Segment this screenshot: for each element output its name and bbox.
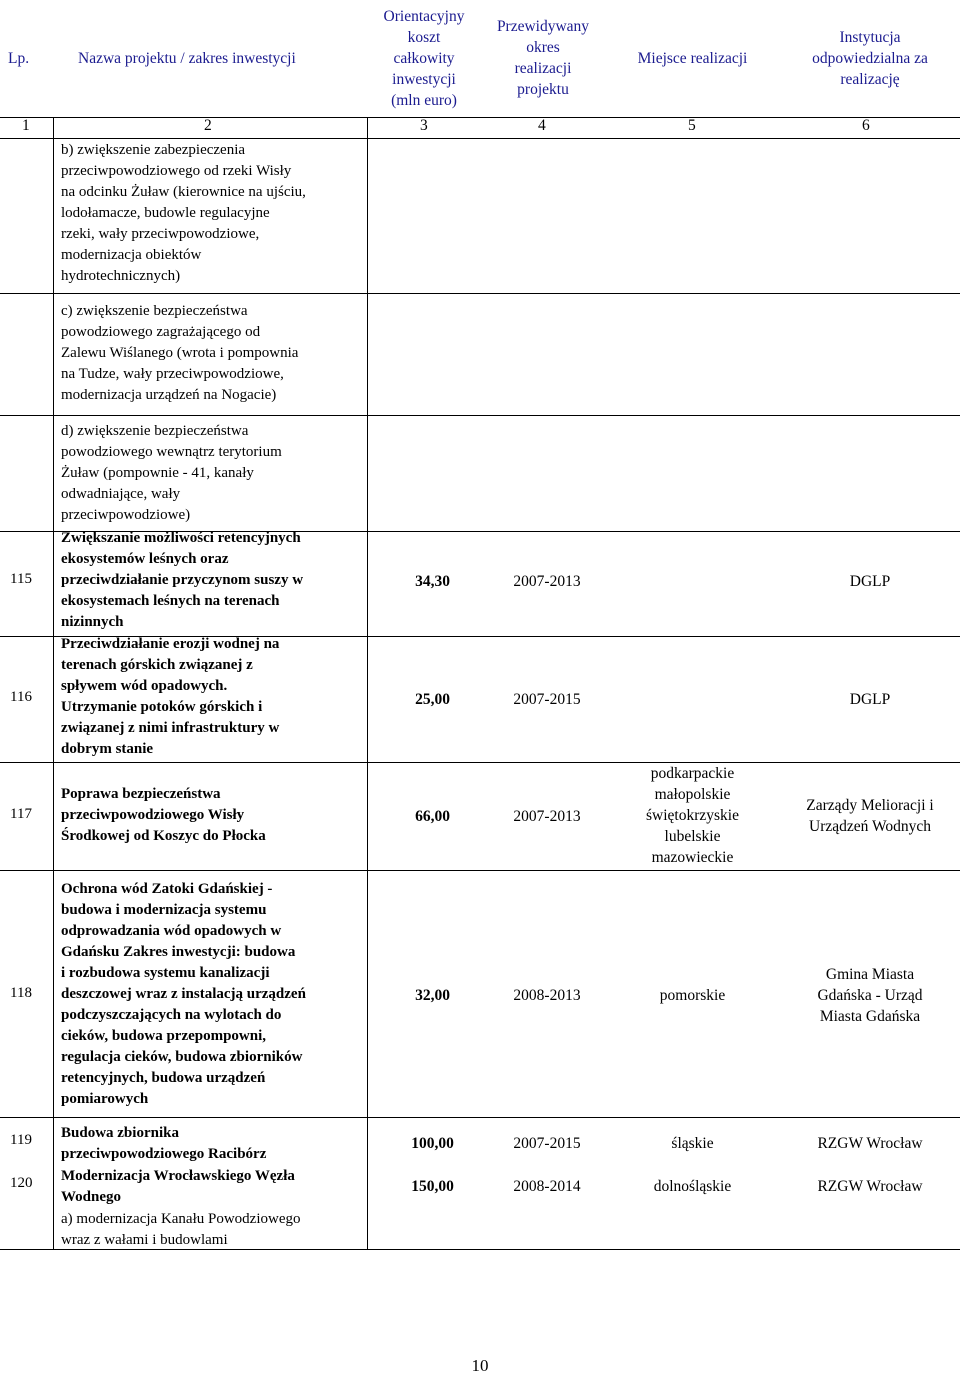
page-number: 10 [471, 1356, 489, 1375]
colnum-3: 3 [420, 117, 428, 134]
colnum-1: 1 [22, 117, 30, 134]
row-rule [0, 415, 960, 416]
row-120-period: 2008-2014 [513, 1178, 581, 1195]
row-117-institution: Zarządy Melioracji i Urządzeń Wodnych [806, 797, 934, 835]
row-116-institution: DGLP [849, 691, 891, 708]
row-120-institution: RZGW Wrocław [817, 1178, 923, 1195]
row-rule [0, 1117, 960, 1118]
header-cost: Orientacyjny koszt całkowity inwestycji (mln euro) [383, 8, 465, 109]
header-period: Przewidywany okres realizacji projektu [496, 18, 590, 98]
row-119-description: Budowa zbiornika przeciwpowodziowego Racibórz [61, 1125, 267, 1162]
row-d-description: d) zwiększenie bezpieczeństwa powodziowego wewnątrz terytorium Żuław (pompownie - 41, kanały odwadniające, wały przeciwpowodziowe) [61, 423, 282, 523]
row-120-cost: 150,00 [411, 1178, 454, 1195]
row-118-place: pomorskie [659, 987, 726, 1004]
header-institution: Instytucja odpowiedzialna za realizację [812, 29, 928, 88]
colnum-4: 4 [538, 117, 546, 134]
col-border-1 [53, 117, 54, 1249]
col-border-2 [367, 117, 368, 1249]
row-117-place: podkarpackie małopolskie świętokrzyskie lubelskie mazowieckie [646, 765, 739, 866]
row-120-lp: 120 [10, 1175, 33, 1191]
row-120-place: dolnośląskie [653, 1178, 732, 1195]
row-118-cost: 32,00 [415, 987, 450, 1004]
row-118-institution: Gmina Miasta Gdańska - Urząd Miasta Gdańska [817, 966, 923, 1025]
row-117-period: 2007-2013 [513, 808, 581, 825]
header-place: Miejsce realizacji [637, 50, 748, 67]
row-117-lp: 117 [10, 806, 32, 822]
row-116-description: Przeciwdziałanie erozji wodnej na terenach górskich związanej z spływem wód opadowych. Utrzymanie potoków górskich i związanej z nimi infrastruktury w dobrym stanie [61, 636, 280, 757]
row-115-institution: DGLP [849, 573, 891, 590]
row-115-description: Zwiększanie możliwości retencyjnych ekosystemów leśnych oraz przeciwdziałanie przyczynom suszy w ekosystemach leśnych na terenach nizinnych [61, 530, 304, 630]
colnum-2: 2 [204, 117, 212, 134]
row-c-description: c) zwiększenie bezpieczeństwa powodziowego zagrażającego od Zalewu Wiślanego (wrota i pompownia na Tudze, wały przeciwpowodziowe, modernizacja urządzeń na Nogacie) [61, 303, 299, 403]
row-118-lp: 118 [10, 985, 32, 1001]
row-116-lp: 116 [10, 689, 32, 705]
row-115-cost: 34,30 [415, 573, 450, 590]
row-119-place: śląskie [671, 1135, 714, 1152]
row-115-period: 2007-2013 [513, 573, 581, 590]
row-119-period: 2007-2015 [513, 1135, 581, 1152]
row-115-lp: 115 [10, 571, 32, 587]
header-name: Nazwa projektu / zakres inwestycji [78, 50, 296, 67]
row-118-period: 2008-2013 [513, 987, 581, 1004]
row-rule [0, 870, 960, 871]
header-lp: Lp. [8, 50, 30, 67]
colnum-5: 5 [688, 117, 696, 134]
row-117-cost: 66,00 [415, 808, 450, 825]
row-119-institution: RZGW Wrocław [817, 1135, 923, 1152]
row-119-lp: 119 [10, 1132, 32, 1148]
colnum-bottom-rule [0, 138, 960, 139]
row-117-description: Poprawa bezpieczeństwa przeciwpowodziowego Wisły Środkowej od Koszyc do Płocka [61, 786, 266, 844]
row-rule [0, 293, 960, 294]
row-116-cost: 25,00 [415, 691, 450, 708]
row-a-description: a) modernizacja Kanału Powodziowego wraz z wałami i budowlami [61, 1211, 301, 1248]
row-rule [0, 762, 960, 763]
header-bottom-rule [0, 117, 960, 118]
row-118-description: Ochrona wód Zatoki Gdańskiej - budowa i modernizacja systemu odprowadzania wód opadowych w Gdańsku Zakres inwestycji: budowa i rozbudowa systemu kanalizacji deszczowej wraz z instalacją urządzeń podczyszczających na wylotach do cieków, budowa przepompowni, regulacja cieków, budowa zbiorników retencyjnych, budowa urządzeń pomiarowych [61, 881, 306, 1107]
row-119-cost: 100,00 [411, 1135, 454, 1152]
row-116-period: 2007-2015 [513, 691, 581, 708]
row-120-description: Modernizacja Wrocławskiego Węzła Wodnego [61, 1168, 295, 1205]
row-b-description: b) zwiększenie zabezpieczenia przeciwpowodziowego od rzeki Wisły na odcinku Żuław (kierownice na ujściu, lodołamacze, budowle regulacyjne rzeki, wały przeciwpowodziowe, modernizacja obiektów hydrotechnicznych) [61, 142, 306, 284]
colnum-6: 6 [862, 117, 870, 134]
